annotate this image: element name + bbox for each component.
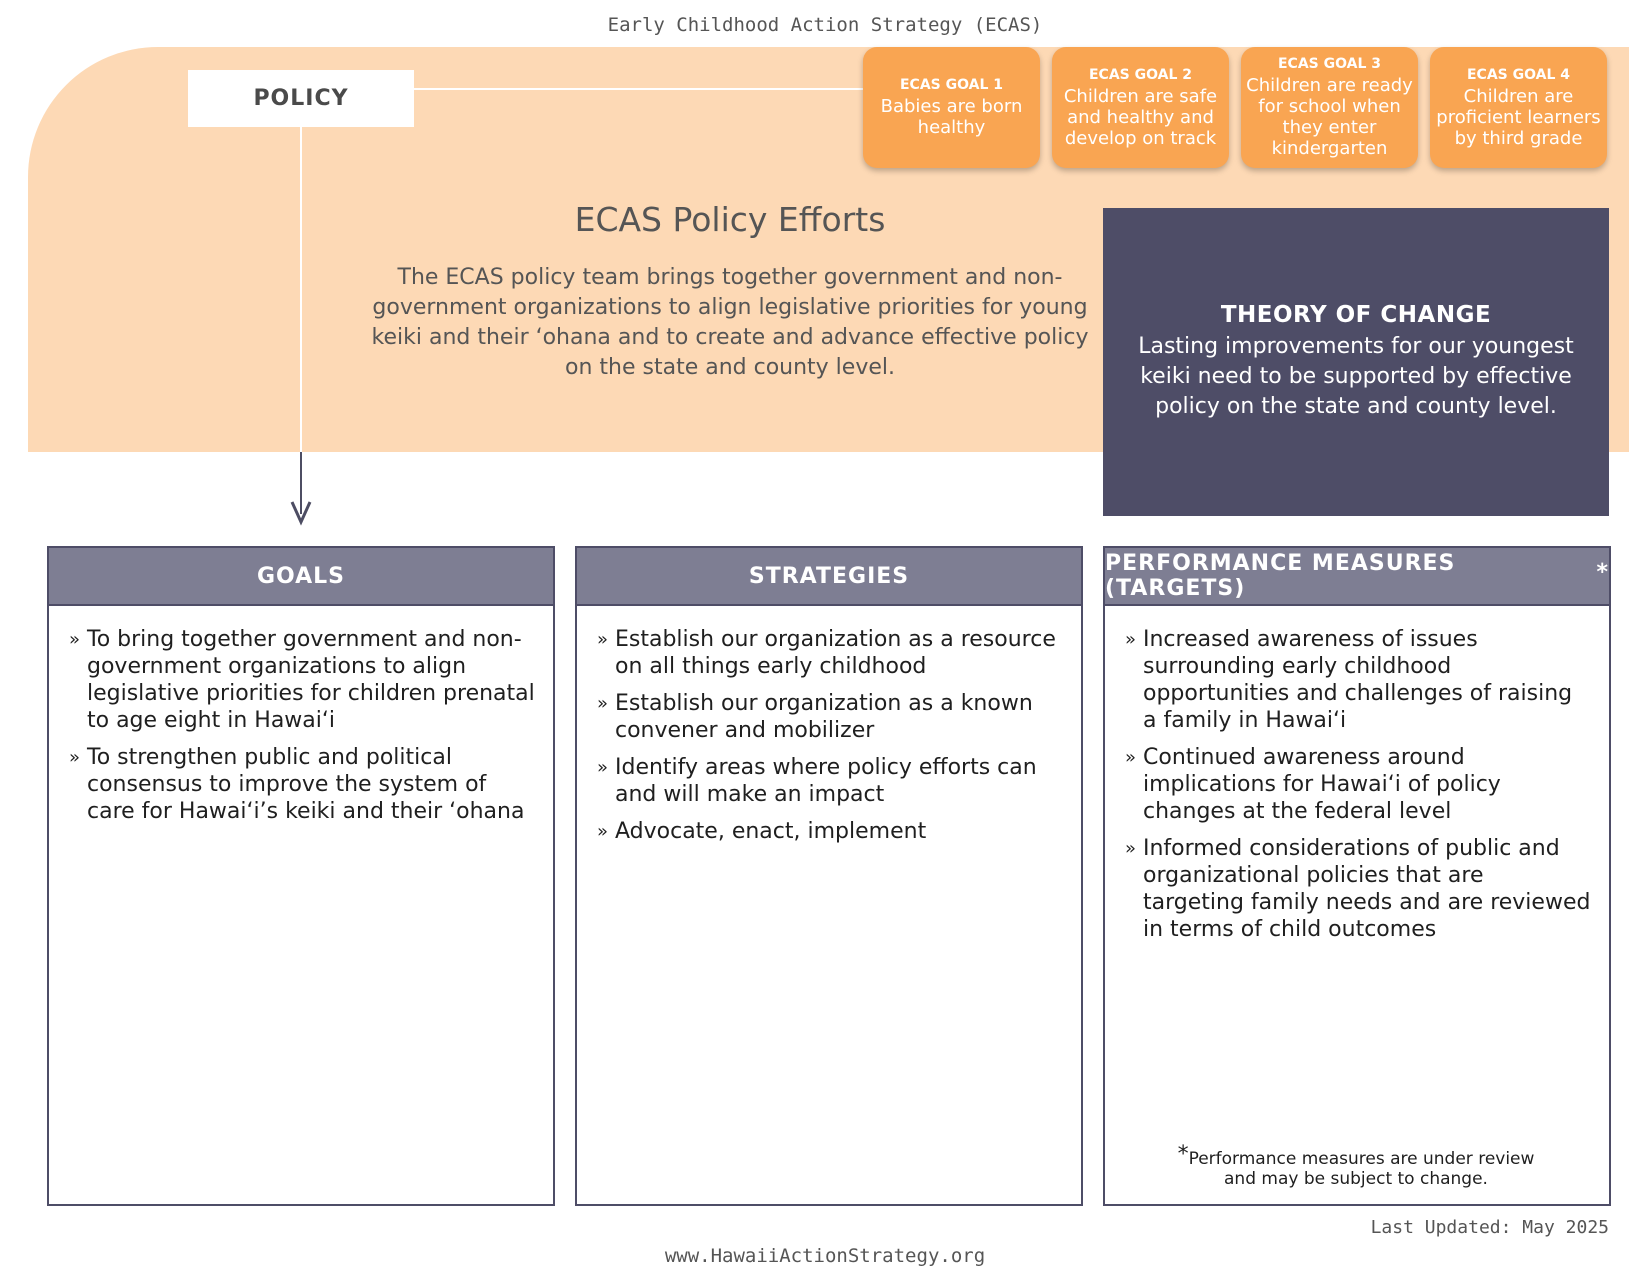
section-title: ECAS Policy Efforts bbox=[574, 200, 886, 239]
bullet-marker: » bbox=[69, 629, 81, 650]
list-item: » To bring together government and non-government organizations to align legislative priorities for children prenatal to age eight in Hawai‘i bbox=[69, 627, 535, 733]
goal-title: ECAS GOAL 2 bbox=[1088, 66, 1193, 83]
theory-title: THEORY OF CHANGE bbox=[1220, 302, 1492, 328]
last-updated: Last Updated: May 2025 bbox=[1370, 1217, 1609, 1238]
bullet-marker: » bbox=[597, 757, 609, 778]
measures-column bbox=[1103, 546, 1611, 1206]
goal-description: Children are safe and healthy and develop on track bbox=[1063, 85, 1218, 149]
theory-body: Lasting improvements for our youngest keiki need to be supported by effective policy on the state and county level. bbox=[1138, 334, 1574, 419]
list-item: » Advocate, enact, implement bbox=[597, 819, 927, 844]
ecas-goal-4 bbox=[1430, 47, 1607, 168]
asterisk-mark: * bbox=[1596, 559, 1609, 585]
list-item: » Informed considerations of public and organizational policies that are targeting family needs and are reviewed in terms of child outcomes bbox=[1125, 836, 1591, 942]
column-header: GOALS bbox=[49, 548, 553, 606]
bullet-marker: » bbox=[1125, 838, 1137, 859]
ecas-goal-2 bbox=[1052, 47, 1229, 168]
column-header: STRATEGIES bbox=[577, 548, 1081, 606]
list-item: » Establish our organization as a known convener and mobilizer bbox=[597, 691, 1033, 743]
measures-list bbox=[1105, 606, 1609, 943]
bullet-marker: » bbox=[597, 693, 609, 714]
goal-description: Children are ready for school when they enter kindergarten bbox=[1246, 75, 1413, 159]
list-item: » Increased awareness of issues surrounding early childhood opportunities and challenges of raising a family in Hawai‘i bbox=[1125, 627, 1573, 733]
policy-label: POLICY bbox=[188, 70, 414, 127]
bullet-marker: » bbox=[597, 629, 609, 650]
bullet-marker: » bbox=[1125, 629, 1137, 650]
website-link[interactable]: www.HawaiiActionStrategy.org bbox=[664, 1245, 986, 1267]
document-title: Early Childhood Action Strategy (ECAS) bbox=[607, 14, 1043, 36]
connector-line-vertical bbox=[300, 127, 302, 452]
theory-of-change-box bbox=[1103, 208, 1609, 516]
connector-line bbox=[414, 88, 874, 90]
list-item: » Identify areas where policy efforts can and will make an impact bbox=[597, 755, 1037, 807]
goals-column bbox=[47, 546, 555, 1206]
footnote-mark: * bbox=[1177, 1142, 1189, 1167]
ecas-goal-1 bbox=[863, 47, 1040, 168]
footnote: *Performance measures are under review and may be subject to change. bbox=[1177, 1142, 1535, 1189]
goal-title: ECAS GOAL 1 bbox=[899, 77, 1004, 93]
column-header bbox=[1105, 548, 1609, 606]
list-item: » Continued awareness around implications for Hawai‘i of policy changes at the federal level bbox=[1125, 745, 1501, 824]
section-description: The ECAS policy team brings together government and non-government organizations to align legislative priorities for young keiki and their ‘ohana and to create and advance effective policy on the state and county level. bbox=[371, 265, 1089, 380]
bullet-marker: » bbox=[1125, 747, 1137, 768]
goal-description: Children are proficient learners by third grade bbox=[1436, 85, 1601, 149]
column-header-text: PERFORMANCE MEASURES (TARGETS) bbox=[1105, 551, 1456, 601]
strategies-list bbox=[577, 606, 1081, 845]
arrow-down-icon bbox=[290, 500, 312, 526]
goals-list bbox=[49, 606, 553, 825]
strategies-column bbox=[575, 546, 1083, 1206]
goal-title: ECAS GOAL 4 bbox=[1466, 66, 1571, 83]
bullet-marker: » bbox=[69, 747, 81, 768]
bullet-marker: » bbox=[597, 821, 609, 842]
goal-title: ECAS GOAL 3 bbox=[1277, 56, 1382, 72]
list-item: » Establish our organization as a resource on all things early childhood bbox=[597, 627, 1056, 679]
goal-description: Babies are born healthy bbox=[880, 96, 1023, 138]
ecas-goal-3 bbox=[1241, 47, 1418, 168]
list-item: » To strengthen public and political consensus to improve the system of care for Hawai‘i’s keiki and their ‘ohana bbox=[69, 745, 525, 824]
